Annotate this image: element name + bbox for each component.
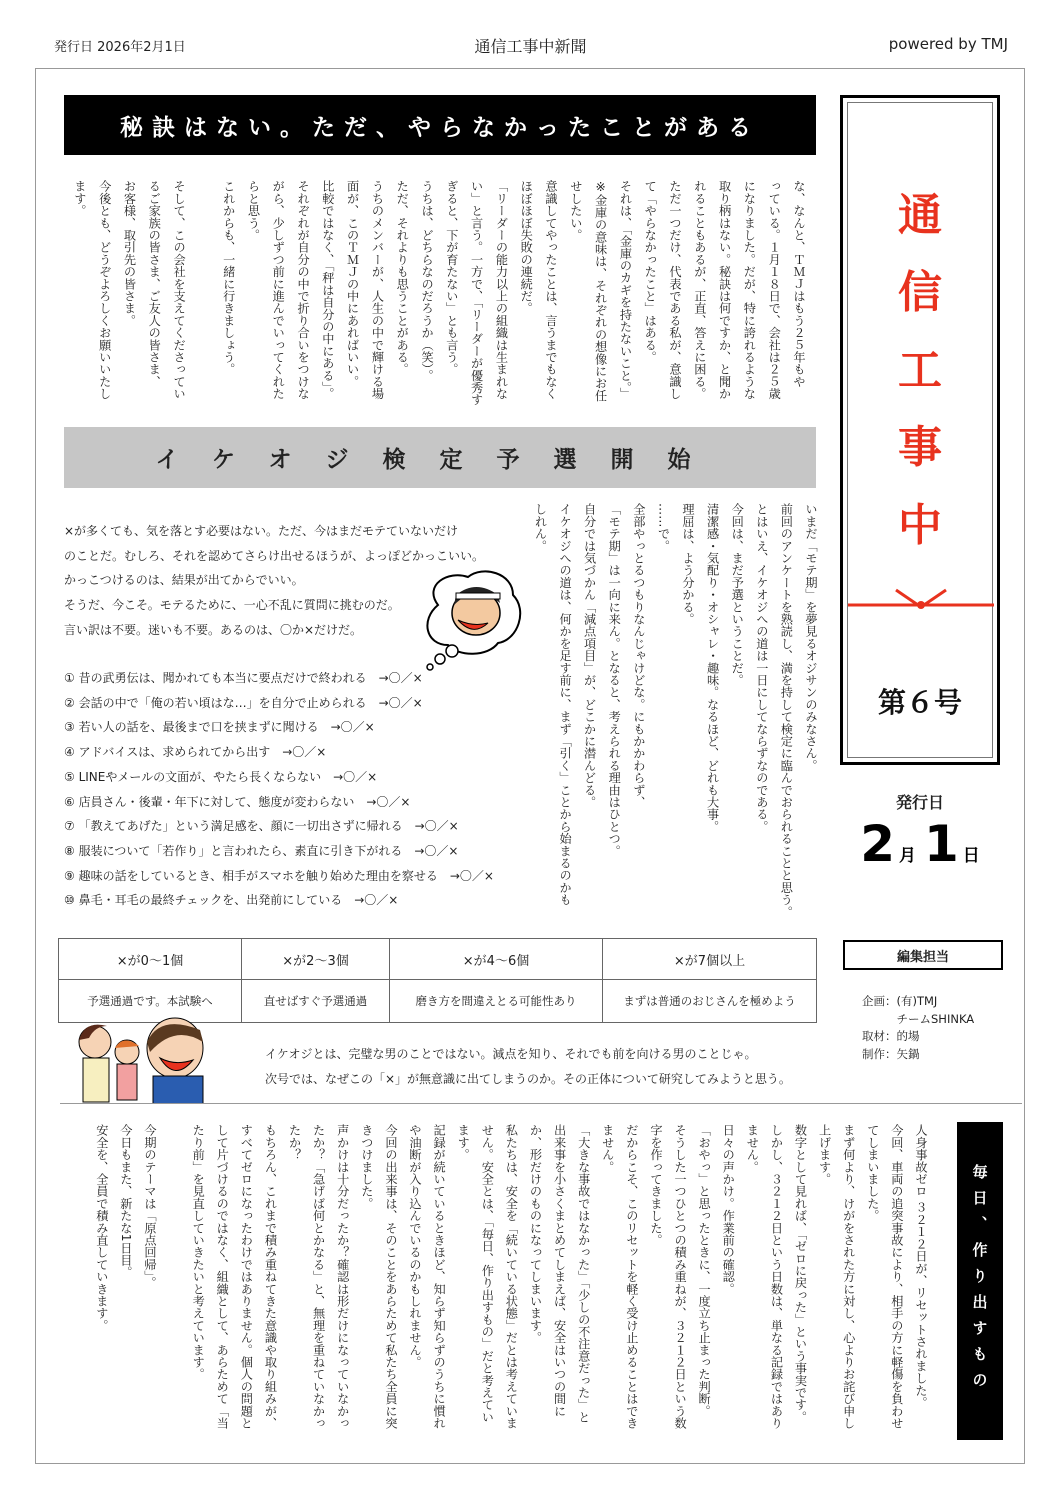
date-label: 発行日 [895, 793, 944, 812]
result-header: ×が2〜3個 [242, 939, 390, 980]
article2-vertical-line: いまだ「モテ期」を夢見るオジサンのみなさん。 [804, 503, 818, 772]
article2-intro-line: 言い訳は不要。迷いも不要。あるのは、〇か×だけだ。 [64, 622, 363, 637]
result-verdict: 磨き方を間違えとる可能性あり [390, 980, 603, 1023]
day: 1 [924, 815, 959, 873]
article1-line: 面が、このＴＭＪの中にあればいい。 [345, 180, 360, 388]
article3-line: きつけました。 [359, 1124, 374, 1210]
article3-line: ません。 [745, 1124, 760, 1173]
article2-closing-line: イケオジとは、完璧な男のことではない。減点を知り、それでも前を向ける男のことじゃ。 [265, 1047, 757, 1061]
article1-line: らと思う。 [246, 180, 261, 241]
article3-line: 安全を、全員で積み直していきます。 [94, 1124, 109, 1332]
powered-by: powered by TMJ [888, 35, 1008, 53]
article3-line: 「大きな事故ではなかった」「少しの不注意だった」と [576, 1124, 591, 1423]
result-header: ×が0〜1個 [59, 939, 242, 980]
article3-line [162, 1124, 186, 1449]
checklist-item: ④ アドバイスは、求められてから出す →〇／× [64, 745, 327, 760]
masthead-char: 事 [898, 422, 942, 473]
article1-line: れることもあるが、正直、答えに困る。 [692, 180, 707, 400]
article2-vertical-line: 自分では気づかん「減点項目」が、どこかに潜んどる。 [582, 503, 597, 808]
article1-line: そして、この会社を支えてくださってい [172, 180, 187, 400]
article3-line: 「おやっ」と思ったときに、一度立ち止まった判断。 [697, 1124, 712, 1417]
article3-line: 今回の出来事は、そのことをあらためて私たち全員に突 [383, 1124, 398, 1429]
article1-line: て「やらなかったこと」はある。 [643, 180, 658, 363]
article3-line: ません。 [600, 1124, 615, 1173]
article1-line: 取り柄はない。秘訣は何ですか、と聞か [717, 180, 732, 400]
article3-line: しかし、３２１２日という日数は、単なる記録ではあり [769, 1124, 784, 1429]
article3-line: ます。 [456, 1124, 471, 1161]
article3-line: そうした一つひとつの積み重ねが、３２１２日という数 [673, 1124, 688, 1429]
article1-title: 秘訣はない。ただ、やらなかったことがある [64, 95, 816, 155]
article1-line: になりました。だが、特に誇れるような [742, 180, 757, 400]
article2-vertical-line: 「モテ期」は一向に来ん。となると、考えられる理由はひとつ。 [607, 503, 622, 857]
issue-date-large [840, 815, 1000, 873]
article3-line: 人身事故ゼロ ３２１２日が、リセットされました。 [914, 1124, 928, 1409]
checklist-item: ⑩ 鼻毛・耳毛の最終チェックを、出発前にしている →〇／× [64, 893, 399, 908]
article3-line: 今日もまた、新たな1日目。 [118, 1124, 133, 1279]
article3-line: 私たちは、安全を「続いている状態」だとは考えていま [504, 1124, 519, 1429]
article2-closing-line: 次号では、なぜこの「×」が無意識に出てしまうのか。その正体について研究してみようと思う。 [265, 1072, 791, 1086]
article3-title: 毎日、作り出すもの [957, 1122, 1003, 1440]
article1-line: 今後とも、どうぞよろしくお願いいたし [97, 180, 112, 400]
article3-line: もちろん、これまで積み重ねてきた意識や取り組みが、 [263, 1124, 278, 1429]
issue-date: 発行日 2026年2月1日 [54, 40, 186, 55]
editorial-credit-line: 取材：的場 [862, 1029, 920, 1043]
checklist-item: ⑤ LINEやメールの文面が、やたら長くならない →〇／× [64, 769, 378, 784]
article2-intro-line: かっこつけるのは、結果が出てからでいい。 [64, 573, 304, 588]
checklist-item: ② 会話の中で「俺の若い頃はな…」を自分で止められる →〇／× [64, 695, 423, 710]
article1-line: 「リーダーの能力以上の組織は生まれな [494, 180, 509, 400]
article1-line: ただ一つだけ、代表である私が、意識し [668, 180, 683, 400]
checklist-item: ③ 若い人の話を、最後まで口を挟まずに聞ける →〇／× [64, 720, 375, 735]
article3-line: 今期のテーマは「原点回帰」。 [143, 1124, 157, 1289]
article3-line: 記録が続いているときほど、知らず知らずのうちに慣れ [432, 1124, 447, 1429]
section-divider [60, 1103, 1022, 1104]
article3-line: まず何より、けがをされた方に対し、心よりお詫び申し [841, 1124, 856, 1429]
article2-vertical-line: とはいえ、イケオジへの道は一日にしてならずなのである。 [754, 503, 769, 833]
family-illustration [65, 1012, 245, 1104]
result-header: ×が7個以上 [603, 939, 817, 980]
article1-line: うちのメンバーが、人生の中で輝ける場 [370, 180, 385, 400]
masthead-char: 工 [898, 345, 942, 396]
article1-line: それぞれが自分の中で折り合いをつけな [296, 180, 311, 400]
article1-line: っている。１月１８日で、会社は２５歳 [767, 180, 782, 400]
article1-line: い」と言う。一方で、「リーダーが優秀す [469, 180, 484, 406]
article3-line: や油断が入り込んでいるのかもしれません。 [408, 1124, 423, 1368]
article2-vertical-line: 清潔感・気配り・オシャレ・趣味。なるほど、どれも大事。 [705, 503, 720, 833]
article1-body [67, 180, 811, 420]
results-table [58, 938, 817, 1023]
article2-closing [265, 1042, 791, 1092]
article2-intro-line: のことだ。むしろ、それを認めてさらけ出せるほうが、よっぽどかっこいい。 [64, 548, 485, 563]
editorial-credit-line: チームSHINKA [862, 1011, 975, 1026]
article3-body [90, 1124, 933, 1449]
article3-line: か、形だけのものになってしまいます。 [528, 1124, 543, 1344]
article2-vertical-line: イケオジへの道は、何かを足す前に、まず「引く」ことから始まるのかも [558, 503, 573, 906]
article2-title: イケオジ検定予選開始 [64, 427, 816, 488]
checklist-item: ⑧ 服装について「若作り」と言われたら、素直に引き下がれる →〇／× [64, 843, 459, 858]
article2-intro-line: ×が多くても、気を落とす必要はない。ただ、今はまだモテていないだけ [64, 524, 459, 538]
article3-line: 日々の声かけ。作業前の確認。 [721, 1124, 736, 1295]
article2-intro-line: そうだ、今こそ。モテるために、一心不乱に質問に挑むのだ。 [64, 598, 400, 613]
thinking-man-illustration [418, 565, 528, 677]
paper-title: 通信工事中新聞 [474, 37, 587, 56]
checklist-item: ⑦ 「教えてあげた」という満足感を、顔に一切出さずに帰れる →〇／× [64, 819, 459, 834]
checklist-item: ⑨ 趣味の話をしているとき、相手がスマホを触り始めた理由を察せる →〇／× [64, 868, 494, 883]
article3-line: だからこそ、このリセットを軽く受け止めることはでき [624, 1124, 639, 1429]
month-unit: 月 [899, 846, 916, 866]
article3-line: 数字として見れば、「ゼロに戻った」という事実です。 [793, 1124, 808, 1423]
article3-line: たか？「急げば何とかなる」と、無理を重ねていなかっ [311, 1124, 326, 1429]
article1-line: がら、少しずつ前に進んでいってくれた [271, 180, 286, 400]
article1-line: 比較ではなく、「秤は自分の中にある」。 [320, 180, 335, 400]
article1-line: ぎると、下が育たない」とも言う。 [444, 180, 459, 376]
article3-line: 今回、車両の追突事故により、相手の方に軽傷を負わせ [889, 1124, 904, 1429]
article1-line: るご家族の皆さま、ご友人の皆さま、 [147, 180, 162, 388]
checklist-item: ⑥ 店員さん・後輩・年下に対して、態度が変わらない →〇／× [64, 794, 411, 809]
result-verdict: 直せばすぐ予選通過 [242, 980, 390, 1023]
editorial-label: 編集担当 [843, 940, 1003, 970]
article3-line: たり前」を見直していきたいと考えています。 [191, 1124, 206, 1381]
article2-vertical-line: 全部やっとるつもりなんじゃけどな。にもかかわらず、 [631, 503, 646, 808]
article3-line: せん。安全とは、「毎日、作り出すもの」だと考えてい [480, 1124, 495, 1423]
mizuhiki-ribbon-icon [848, 585, 994, 615]
article2-vertical-line: 理屈は、よう分かる。 [681, 503, 696, 625]
article2-vertical-body [528, 503, 823, 928]
article1-line: せしたい。 [568, 180, 583, 241]
article1-line: これからも、一緒に行きましょう。 [221, 180, 236, 376]
article1-line: ます。 [72, 180, 87, 217]
article3-line: すべてゼロになったわけではありません。個人の問題と [239, 1124, 254, 1429]
article1-line: ※金庫の意味は、それぞれの想像にお任 [593, 180, 608, 402]
month: 2 [860, 815, 895, 873]
article3-line: てしまいました。 [865, 1124, 880, 1222]
article3-line: 上げます。 [817, 1124, 832, 1185]
article3-line: 字を作ってきました。 [648, 1124, 663, 1246]
editorial-credits [862, 993, 974, 1063]
article3-line: 声かけは十分だったか？確認は形だけになっていなかっ [335, 1124, 350, 1429]
article1-line: うちは、どちらなのだろうか（笑）。 [420, 180, 435, 382]
masthead-char: 中 [898, 500, 942, 551]
article3-line: 出来事を小さくまとめてしまえば、安全はいつの間に [552, 1124, 567, 1417]
article2-vertical-line: 今回は、まだ予選ということだ。 [730, 503, 745, 686]
masthead-box [840, 95, 1000, 765]
article3-line: たか？ [287, 1124, 302, 1161]
article1-line: お客様、取引先の皆さま。 [122, 180, 137, 327]
article1-line: ただ、それよりも思うことがある。 [395, 180, 410, 376]
masthead-char: 通 [898, 190, 942, 241]
editorial-credit-line: 企画：(有)TMJ [862, 994, 938, 1008]
issue-number: 第６号 [877, 686, 962, 719]
checklist-item: ① 昔の武勇伝は、聞かれても本当に要点だけで終われる →〇／× [64, 671, 423, 685]
result-header: ×が4〜6個 [390, 939, 603, 980]
article1-line: な、なんと、ＴＭＪはもう２５年もや [792, 180, 806, 388]
article2-checklist [64, 666, 494, 913]
article1-line: それは、「金庫のカギを持たないこと。」 [618, 180, 633, 400]
masthead-char: 信 [898, 267, 942, 318]
article2-vertical-line: しれん。 [533, 503, 548, 552]
article2-vertical-line: 前回のアンケートを熟読し、満を持して検定に臨んでおられることと思う。 [779, 503, 794, 918]
article1-line: 意識してやったことは、言うまでもなく [544, 180, 559, 400]
article1-line [191, 180, 216, 420]
day-unit: 日 [962, 846, 980, 866]
editorial-credit-line: 制作：矢鍋 [862, 1046, 920, 1061]
article1-line: ほぼほぼ失敗の連続だ。 [519, 180, 534, 315]
result-verdict: 予選通過です。本試験へ [59, 980, 242, 1023]
result-verdict: まずは普通のおじさんを極めよう [603, 980, 817, 1023]
article3-line: して片づけるのではなく、組織として、あらためて「当 [215, 1124, 230, 1429]
article2-vertical-line: ……で。 [656, 503, 671, 552]
